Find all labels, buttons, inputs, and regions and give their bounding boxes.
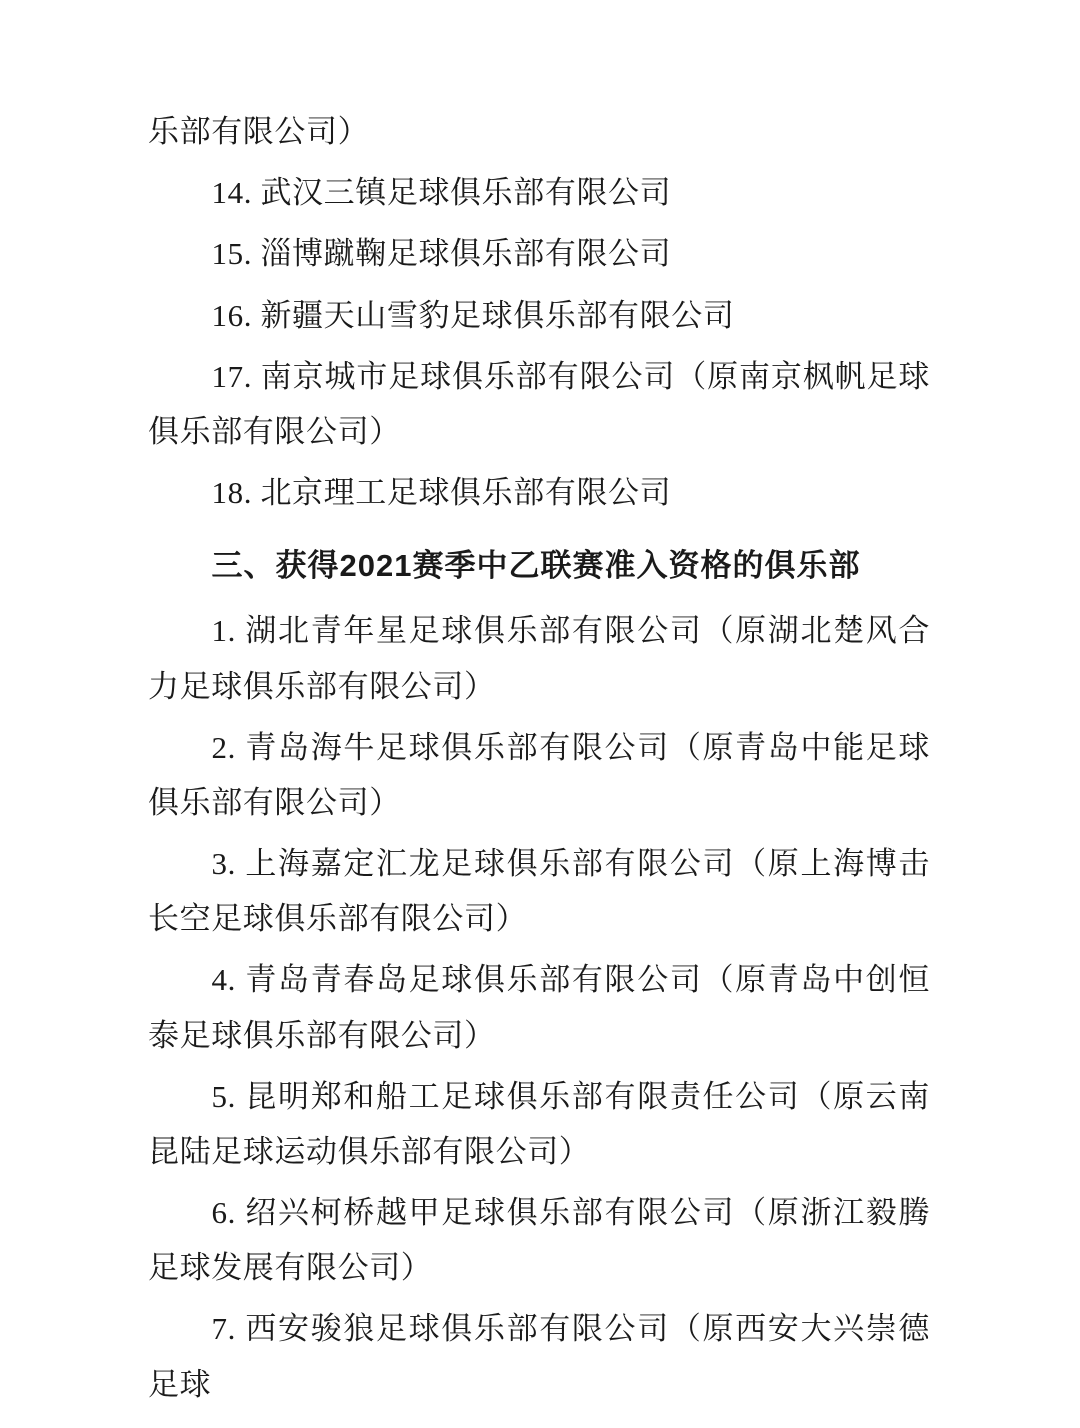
list-item: 16. 新疆天山雪豹足球俱乐部有限公司	[211, 297, 735, 333]
continued-paragraph-line: 乐部有限公司）	[148, 114, 370, 149]
list-item: 14. 武汉三镇足球俱乐部有限公司	[211, 175, 672, 211]
list-item: 15. 淄博蹴鞠足球俱乐部有限公司	[211, 236, 672, 272]
list-item: 4. 青岛青春岛足球俱乐部有限公司（原青岛中创恒泰足球俱乐部有限公司）	[148, 962, 930, 1053]
list-item: 6. 绍兴柯桥越甲足球俱乐部有限公司（原浙江毅腾足球发展有限公司）	[148, 1195, 930, 1286]
section-heading: 三、获得2021赛季中乙联赛准入资格的俱乐部	[211, 548, 861, 584]
list-item: 18. 北京理工足球俱乐部有限公司	[211, 475, 672, 511]
list-item: 7. 西安骏狼足球俱乐部有限公司（原西安大兴崇德足球	[148, 1311, 930, 1402]
list-item: 2. 青岛海牛足球俱乐部有限公司（原青岛中能足球俱乐部有限公司）	[148, 729, 930, 820]
list-item: 17. 南京城市足球俱乐部有限公司（原南京枫帆足球俱乐部有限公司）	[148, 358, 930, 449]
document-body	[148, 104, 930, 1412]
list-item: 5. 昆明郑和船工足球俱乐部有限责任公司（原云南昆陆足球运动俱乐部有限公司）	[148, 1078, 930, 1169]
list-item: 1. 湖北青年星足球俱乐部有限公司（原湖北楚风合力足球俱乐部有限公司）	[148, 613, 930, 704]
list-item: 3. 上海嘉定汇龙足球俱乐部有限公司（原上海博击长空足球俱乐部有限公司）	[148, 846, 930, 937]
